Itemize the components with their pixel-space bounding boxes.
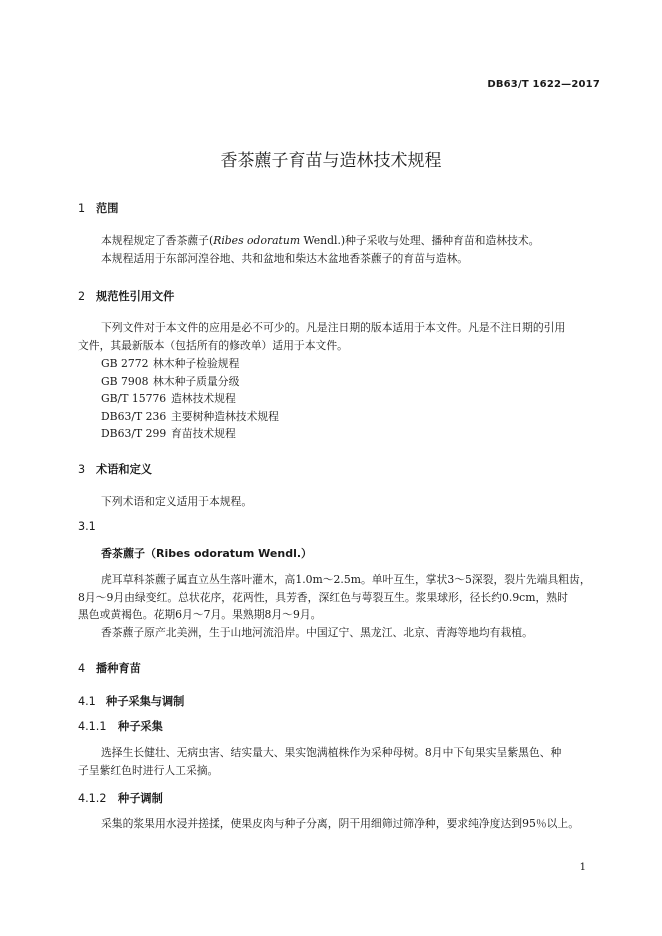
reference-item — [101, 356, 239, 371]
section-number: 3 — [78, 463, 86, 476]
paragraph-line: 采集的浆果用水浸并搓揉，使果皮肉与种子分离，阴干用细筛过筛净种，要求纯净度达到95％以上。 — [101, 817, 580, 830]
paragraph-line: 子呈紫红色时进行人工采摘。 — [78, 764, 219, 777]
page-title: 香茶藨子育苗与造林技术规程 — [220, 151, 442, 171]
reference-code: GB/T 15776 — [101, 392, 167, 405]
reference-code: DB63/T 236 — [101, 410, 167, 423]
document-id: DB63/T 1622—2017 — [487, 79, 600, 90]
reference-name: 林木种子质量分级 — [153, 375, 240, 388]
reference-code: GB 7908 — [101, 375, 149, 388]
section-title: 播种育苗 — [96, 662, 141, 675]
section-number: 2 — [78, 290, 86, 303]
section-title: 术语和定义 — [96, 463, 152, 476]
section-number: 4.1.1 — [78, 720, 107, 733]
term-heading: 香茶藨子（Ribes odoratum Wendl.） — [101, 547, 313, 560]
section-number: 4.1.2 — [78, 792, 107, 805]
reference-item — [101, 409, 279, 424]
subsection-heading-4-1-1 — [78, 718, 163, 734]
reference-item — [101, 426, 236, 441]
reference-name: 育苗技术规程 — [171, 427, 236, 440]
paragraph-line: 文件，其最新版本（包括所有的修改单）适用于本文件。 — [78, 339, 348, 352]
reference-name: 林木种子检验规程 — [153, 357, 240, 370]
section-heading-4 — [78, 660, 141, 676]
text: 本规程规定了香茶藨子( — [101, 234, 214, 247]
section-title: 规范性引用文件 — [96, 290, 175, 303]
section-title: 范围 — [96, 202, 119, 215]
reference-name: 主要树种造林技术规程 — [171, 410, 279, 423]
reference-item — [101, 391, 236, 406]
subsection-heading-4-1-2 — [78, 790, 163, 806]
paragraph: 香茶藨子原产北美洲，生于山地河流沿岸。中国辽宁、黑龙江、北京、青海等地均有栽植。 — [101, 626, 533, 639]
latin-name: Ribes odoratum — [213, 234, 301, 247]
reference-name: 造林技术规程 — [171, 392, 236, 405]
paragraph-line: 8月～9月由绿变红。总状花序，花两性，具芳香，深红色与萼裂互生。浆果球形，径长约0.9cm，熟时 — [78, 591, 568, 604]
reference-code: DB63/T 299 — [101, 427, 167, 440]
section-number: 1 — [78, 202, 86, 215]
section-heading-1 — [78, 200, 118, 216]
section-number: 4.1 — [78, 695, 96, 708]
paragraph-line: 黑色或黄褐色。花期6月～7月。果熟期8月～9月。 — [78, 608, 322, 621]
paragraph: 本规程适用于东部河湟谷地、共和盆地和柴达木盆地香茶藨子的育苗与造林。 — [101, 252, 469, 265]
paragraph-line: 虎耳草科茶藨子属直立丛生落叶灌木，高1.0m～2.5m。单叶互生，掌状3～5深裂，裂片先端具粗齿， — [101, 573, 591, 586]
reference-item — [101, 374, 239, 389]
subsection-number: 3.1 — [78, 520, 96, 533]
section-title: 种子采集与调制 — [106, 695, 185, 708]
text: Wendl.)种子采收与处理、播种育苗和造林技术。 — [300, 234, 540, 247]
reference-code: GB 2772 — [101, 357, 149, 370]
paragraph-line: 选择生长健壮、无病虫害、结实量大、果实饱满植株作为采种母树。8月中下旬果实呈紫黑色、种 — [101, 746, 562, 759]
section-title: 种子调制 — [118, 792, 163, 805]
page-number: 1 — [579, 862, 586, 873]
section-heading-2 — [78, 288, 174, 304]
section-title: 种子采集 — [118, 720, 163, 733]
paragraph-line: 下列文件对于本文件的应用是必不可少的。凡是注日期的版本适用于本文件。凡是不注日期的引用 — [101, 321, 566, 334]
paragraph — [78, 232, 539, 249]
section-number: 4 — [78, 662, 86, 675]
section-heading-3 — [78, 461, 152, 477]
paragraph: 下列术语和定义适用于本规程。 — [101, 495, 253, 508]
subsection-heading-4-1 — [78, 693, 184, 709]
